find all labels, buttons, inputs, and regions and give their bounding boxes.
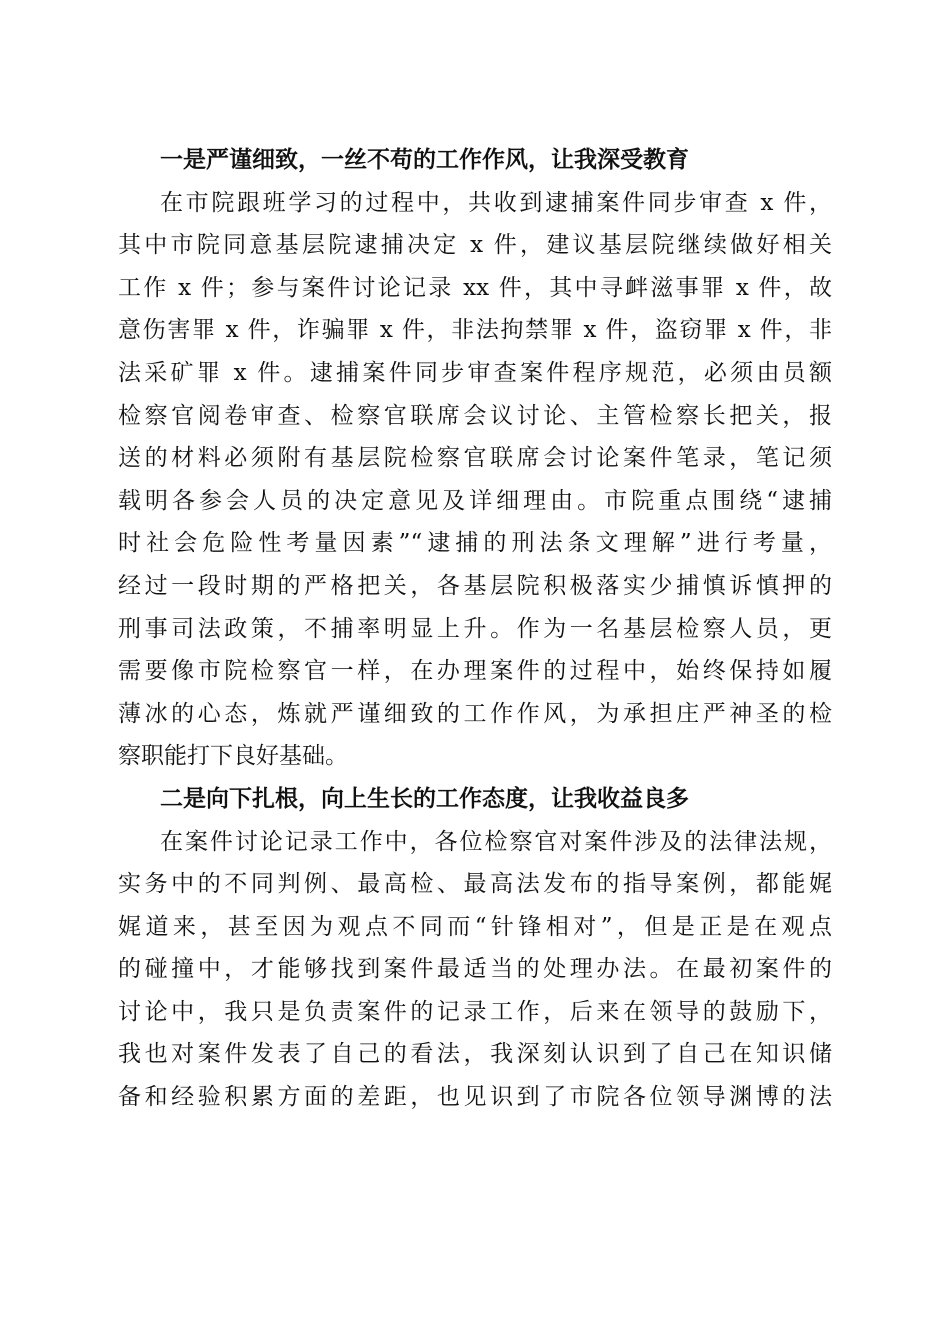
paragraph-line: 法采矿罪 x 件。逮捕案件同步审查案件程序规范，必须由员额 [118, 359, 832, 386]
paragraph-line: 我也对案件发表了自己的看法，我深刻认识到了自己在知识储 [118, 1041, 832, 1068]
section-heading-1: 一是严谨细致，一丝不苟的工作作风，让我深受教育 [160, 146, 689, 173]
paragraph-line: 经过一段时期的严格把关，各基层院积极落实少捕慎诉慎押的 [118, 572, 832, 599]
paragraph-line: 时社会危险性考量因素”“逮捕的刑法条文理解”进行考量， [118, 530, 832, 557]
paragraph-line: 在市院跟班学习的过程中，共收到逮捕案件同步审查 x 件， [160, 189, 832, 216]
paragraph-line: 备和经验积累方面的差距，也见识到了市院各位领导渊博的法 [118, 1084, 832, 1111]
paragraph-line: 需要像市院检察官一样，在办理案件的过程中，始终保持如履 [118, 658, 832, 685]
paragraph-line: 在案件讨论记录工作中，各位检察官对案件涉及的法律法规， [160, 828, 832, 855]
paragraph-line: 薄冰的心态，炼就严谨细致的工作作风，为承担庄严神圣的检 [118, 700, 832, 727]
paragraph-line: 刑事司法政策，不捕率明显上升。作为一名基层检察人员，更 [118, 615, 832, 642]
document-body [118, 139, 832, 1119]
paragraph-line: 的碰撞中，才能够找到案件最适当的处理办法。在最初案件的 [118, 956, 832, 983]
paragraph-line: 实务中的不同判例、最高检、最高法发布的指导案例，都能娓 [118, 871, 832, 898]
section-heading-2: 二是向下扎根，向上生长的工作态度，让我收益良多 [160, 784, 689, 812]
paragraph-line: 意伤害罪 x 件，诈骗罪 x 件，非法拘禁罪 x 件，盗窃罪 x 件，非 [118, 317, 832, 344]
paragraph-line: 载明各参会人员的决定意见及详细理由。市院重点围绕“逮捕 [118, 487, 832, 514]
paragraph-line: 送的材料必须附有基层院检察官联席会讨论案件笔录，笔记须 [118, 445, 832, 472]
paragraph-line: 检察官阅卷审查、检察官联席会议讨论、主管检察长把关，报 [118, 402, 832, 429]
paragraph-line: 工作 x 件；参与案件讨论记录 xx 件，其中寻衅滋事罪 x 件，故 [118, 274, 832, 301]
paragraph-line: 讨论中，我只是负责案件的记录工作，后来在领导的鼓励下， [118, 998, 832, 1025]
paragraph-line: 其中市院同意基层院逮捕决定 x 件，建议基层院继续做好相关 [118, 232, 832, 259]
paragraph-line: 娓道来，甚至因为观点不同而“针锋相对”，但是正是在观点 [118, 913, 832, 940]
paragraph-line: 察职能打下良好基础。 [118, 743, 348, 770]
